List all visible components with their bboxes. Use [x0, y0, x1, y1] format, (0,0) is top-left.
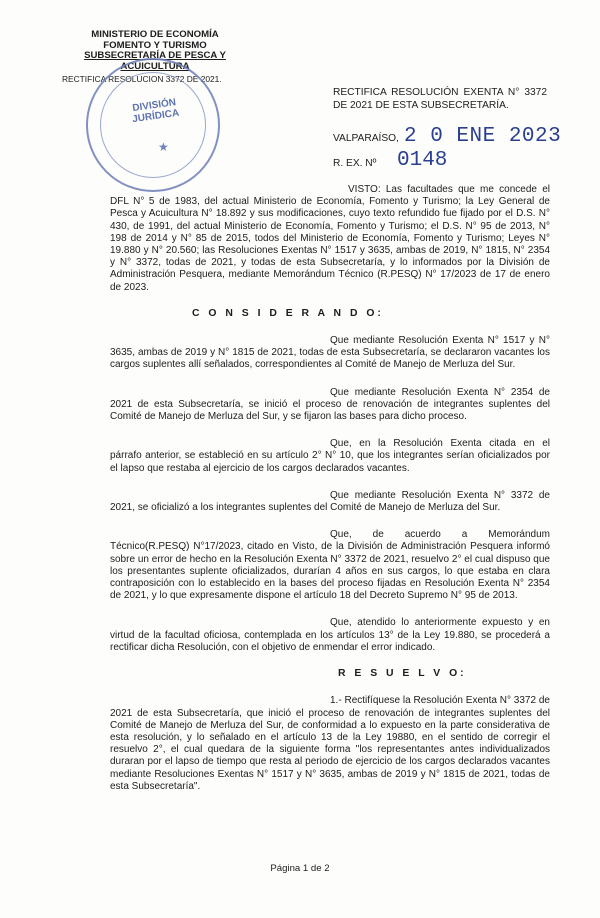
reference-line: RECTIFICA RESOLUCION 3372 DE 2021. — [62, 74, 222, 85]
document-date: 2 0 ENE 2023 — [404, 125, 562, 148]
stamp-text: DIVISIÓN JURÍDICA — [131, 97, 180, 126]
considerando-5: Que, de acuerdo a Memorándum Técnico(R.PESQ) N°17/2023, citado en Visto, de la División de Administración Pesquera informó sobre un error de hecho en la Resolución Exenta N° 3372 de 2021, resuelvo 2° el cual dispuso que los presentantes suplente oficializados, durarían 4 años en sus cargos, lo que estaba en clara contraposición con lo establecido en la bases del proceso fijadas en Resolución Exenta N° 2354 de 2021, y lo que expresamente dispone el artículo 18 del Decreto Supremo N° 95 de 2013. — [110, 529, 550, 602]
considerando-1: Que mediante Resolución Exenta N° 1517 y N° 3635, ambas de 2019 y N° 1815 de 2021, todas de esta Subsecretaría, se declararon vacantes los cargos suplentes allí señalados, correspondientes al Comité de Manejo de Merluza del Sur. — [110, 335, 550, 371]
document-title: RECTIFICA RESOLUCIÓN EXENTA N° 3372 DE 2021 DE ESTA SUBSECRETARÍA. — [333, 87, 547, 111]
stamp-ring — [86, 58, 220, 192]
considerando-2: Que mediante Resolución Exenta N° 2354 de 2021 de esta Subsecretaría, se inició el proceso de renovación de integrantes suplentes del Comité de Manejo de Merluza del Sur, y se fijaron las bases para dicho proceso. — [110, 386, 550, 423]
considerando-6: Que, atendido lo anteriormente expuesto y en virtud de la facultad oficiosa, contemplada en los artículos 13° de la Ley 19.880, se procederá a rectificar dicha Resolución, con el objetivo de enmendar el error indicado. — [110, 617, 550, 653]
resuelvo-heading: R E S U E L V O: — [338, 668, 467, 680]
subsecretaria-line-2: ACUICULTURA — [120, 60, 190, 72]
considerando-3: Que, en la Resolución Exenta citada en el párrafo anterior, se estableció en su artículo 2° N° 10, que los integrantes serían oficializados por el lapso que restaba al ejercicio de los cargos declarados vacantes. — [110, 438, 550, 474]
ministry-line-1: MINISTERIO DE ECONOMÍA — [91, 29, 219, 40]
city-label: VALPARAÍSO, — [333, 133, 399, 144]
considerando-heading: C O N S I D E R A N D O: — [192, 307, 384, 319]
subsecretaria-line-1: SUBSECRETARÍA DE PESCA Y — [84, 50, 226, 62]
document-body — [110, 184, 550, 793]
resuelvo-1: 1.- Rectifíquese la Resolución Exenta N° 3372 de 2021 de esta Subsecretaría, que inició el proceso de renovación de integrantes suplentes del Comité de Manejo de Merluza del Sur, de conformidad a lo expuesto en la parte considerativa de esta resolución, y lo señalado en el artículo 13 de la Ley 19880, en el sentido de corregir el resuelvo 2°, el cual quedara de la siguiente forma "los representantes antes individualizados duraran por el lapso de tiempo que resta al periodo de ejercicio de los cargos declarados vacantes mediante Resoluciones Exentas N° 1517 y N° 3635, ambas de 2019 y N° 1815 de 2021, todas de esta Subsecretaría". — [110, 695, 550, 792]
rex-number: 0148 — [397, 149, 448, 172]
stamp-star-icon: ★ — [158, 140, 169, 154]
page-number: Página 1 de 2 — [270, 863, 330, 874]
rex-label: R. EX. Nº — [333, 158, 377, 169]
ministry-line-2: FOMENTO Y TURISMO — [103, 39, 207, 51]
considerando-4: Que mediante Resolución Exenta N° 3372 de 2021, se oficializó a los integrantes suplentes del Comité de Manejo de Merluza del Sur. — [110, 489, 550, 514]
visto-paragraph: VISTO: Las facultades que me concede el DFL N° 5 de 1983, del actual Ministerio de Economía, Fomento y Turismo; la Ley General de Pesca y Acuicultura N° 18.892 y sus modificaciones, cuyo texto refundido fue fijado por el D.S. N° 430, de 1991, del actual Ministerio de Economía, Fomento y Turismo; el D.S. N° 95 de 2013, N° 198 de 2014 y N° 85 de 2015, todos del Ministerio de Economía, Fomento y Turismo; Leyes N° 19.880 y N° 20.560; las Resoluciones Exentas N° 1517 y 3635, ambas de 2019, N° 1815, N° 2354 y N° 3372, todas de 2021, y todas de esta Subsecretaría, y lo informados por la División de Administración Pesquera, mediante Memorándum Técnico (R.PESQ) N° 17/2023 de 17 de enero de 2023. — [110, 184, 550, 293]
